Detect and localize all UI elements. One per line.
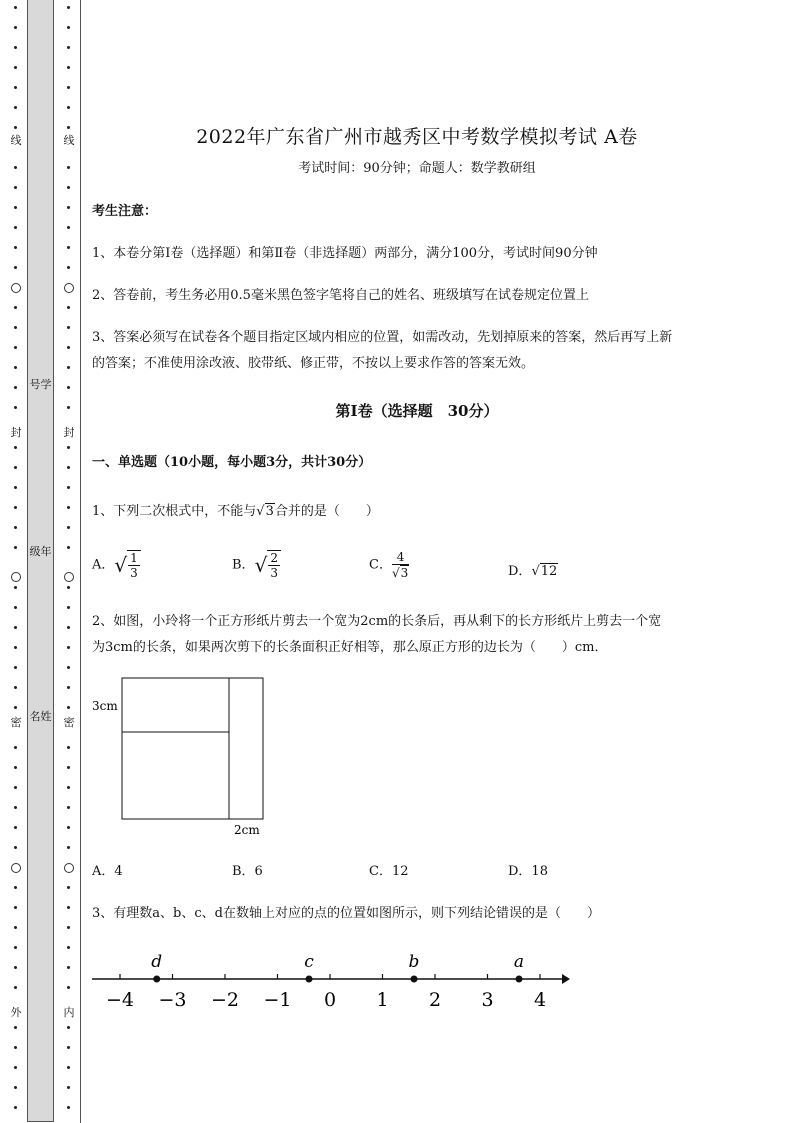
outer-mark-wai: 外	[8, 1006, 24, 1020]
binding-dot	[67, 786, 70, 789]
binding-dot	[14, 166, 17, 169]
number-line-tick-label: −1	[263, 989, 292, 1011]
point-a	[516, 976, 523, 983]
binding-dot	[67, 966, 70, 969]
binding-dot	[67, 6, 70, 9]
q1-a-num: 1	[130, 551, 138, 565]
binding-dot	[67, 1066, 70, 1069]
binding-dot	[14, 826, 17, 829]
binding-dot	[14, 406, 17, 409]
number-line-arrow	[562, 974, 570, 984]
binding-margin	[0, 0, 90, 1123]
exam-subtitle: 考试时间：90分钟；命题人：数学教研组	[298, 161, 536, 176]
q1-option-c	[369, 550, 409, 580]
binding-dot	[67, 1026, 70, 1029]
binding-dot	[14, 386, 17, 389]
q1-option-b	[232, 550, 281, 580]
binding-dot	[67, 1106, 70, 1109]
q1-c-frac	[392, 550, 409, 580]
number-line-tick-label: 3	[481, 989, 494, 1011]
q2-option-d: D．18	[508, 864, 548, 879]
binding-dot	[14, 1066, 17, 1069]
binding-dot	[67, 746, 70, 749]
binding-dot	[14, 806, 17, 809]
number-line-tick-label: 0	[323, 989, 337, 1011]
binding-circle-icon	[64, 863, 74, 873]
point-label-b: b	[408, 952, 420, 972]
binding-dot	[14, 666, 17, 669]
margin-line	[80, 0, 81, 1123]
inner-mark-xian: 线	[61, 134, 77, 148]
outer-mark-mi: 密	[8, 716, 24, 730]
q1-b-label: B．	[232, 557, 255, 573]
binding-dot	[14, 446, 17, 449]
point-b	[411, 976, 418, 983]
binding-dot	[14, 486, 17, 489]
class-label	[27, 545, 54, 559]
binding-dot	[67, 666, 70, 669]
binding-dot	[14, 606, 17, 609]
number-line	[92, 945, 582, 1024]
binding-circle-icon	[11, 863, 21, 873]
q1-b-num: 2	[270, 551, 278, 565]
number-line-tick-label: −4	[105, 989, 135, 1011]
notes-heading: 考生注意：	[92, 204, 158, 219]
note-3-continued: 的答案；不准使用涂改液、胶带纸、修正带，不按以上要求作答的答案无效。	[92, 356, 535, 371]
point-d	[153, 976, 160, 983]
q2-line-1: 2、如图，小玲将一个正方形纸片剪去一个宽为2cm的长条后，再从剩下的长方形纸片上剪去一个宽	[92, 614, 662, 629]
name-label	[27, 710, 54, 724]
q3-stem: 3、有理数a、b、c、d在数轴上对应的点的位置如图所示，则下列结论错误的是（ ）	[92, 906, 600, 921]
binding-dot	[14, 846, 17, 849]
binding-dot	[67, 526, 70, 529]
binding-dot	[14, 1086, 17, 1089]
binding-dot	[14, 306, 17, 309]
binding-dot	[67, 126, 70, 129]
q1-c-den-wrap: √3	[391, 566, 409, 580]
name-text: 名姓	[29, 710, 52, 723]
binding-dot	[67, 246, 70, 249]
binding-dot	[14, 66, 17, 69]
q2-option-c: C．12	[369, 864, 409, 879]
binding-circle-icon	[11, 283, 21, 293]
q1-c-num: 4	[392, 550, 409, 565]
point-c	[306, 976, 313, 983]
binding-dot	[14, 206, 17, 209]
label-2cm: 2cm	[234, 823, 260, 837]
inner-mark-feng: 封	[61, 426, 77, 440]
binding-dot	[14, 646, 17, 649]
binding-dot	[67, 586, 70, 589]
q1-d-label: D．	[508, 564, 532, 579]
q1-d-radicand: 12	[540, 564, 558, 579]
binding-dot	[14, 686, 17, 689]
outer-mark-feng: 封	[8, 426, 24, 440]
binding-dot	[14, 706, 17, 709]
binding-dot	[14, 466, 17, 469]
square-outline	[122, 678, 263, 819]
binding-dot	[14, 946, 17, 949]
binding-dot	[14, 1026, 17, 1029]
binding-dot	[14, 46, 17, 49]
point-label-c: c	[304, 952, 314, 972]
binding-dot	[14, 966, 17, 969]
note-3: 3、答案必须写在试卷各个题目指定区域内相应的位置，如需改动，先划掉原来的答案，然后再写上新	[92, 330, 673, 345]
binding-dot	[67, 986, 70, 989]
binding-dot	[67, 186, 70, 189]
q1-a-label: A．	[92, 557, 115, 573]
binding-dot	[67, 686, 70, 689]
binding-dot	[67, 806, 70, 809]
binding-dot	[67, 646, 70, 649]
number-line-tick-label: 1	[376, 989, 389, 1011]
number-line-tick-label: −3	[158, 989, 187, 1011]
binding-dot	[67, 886, 70, 889]
label-3cm: 3cm	[92, 699, 118, 713]
point-label-a: a	[513, 952, 525, 972]
number-line-tick-label: 4	[533, 989, 547, 1011]
number-line-tick-label: 2	[428, 989, 442, 1011]
binding-dot	[14, 226, 17, 229]
class-text: 级年	[29, 545, 52, 558]
binding-dot	[67, 66, 70, 69]
binding-dot	[67, 846, 70, 849]
number-line-tick-label: −2	[210, 989, 240, 1011]
binding-dot	[14, 906, 17, 909]
binding-dot	[67, 406, 70, 409]
q1-c-label: C．	[369, 557, 392, 573]
outer-mark-xian: 线	[8, 134, 24, 148]
number-line-svg	[92, 945, 582, 1020]
binding-dot	[67, 366, 70, 369]
binding-dot	[67, 306, 70, 309]
binding-dot	[67, 1086, 70, 1089]
binding-dot	[67, 46, 70, 49]
sqrt-symbol: √	[531, 564, 540, 579]
binding-dot	[14, 126, 17, 129]
inner-mark-mi: 密	[61, 716, 77, 730]
q1-option-a	[92, 550, 141, 580]
binding-dot	[67, 166, 70, 169]
binding-dot	[67, 326, 70, 329]
point-label-d: d	[151, 952, 163, 972]
binding-dot	[14, 366, 17, 369]
binding-dot	[14, 346, 17, 349]
binding-dot	[14, 106, 17, 109]
note-1: 1、本卷分第I卷（选择题）和第Ⅱ卷（非选择题）两部分，满分100分，考试时间90分钟	[92, 246, 598, 261]
binding-dot	[14, 986, 17, 989]
q1-b-den: 3	[270, 566, 278, 580]
binding-circle-icon	[64, 572, 74, 582]
q2-option-a: A．4	[92, 864, 123, 879]
binding-dot	[14, 746, 17, 749]
binding-dot	[67, 486, 70, 489]
binding-dot	[67, 226, 70, 229]
binding-dot	[67, 466, 70, 469]
binding-dot	[67, 446, 70, 449]
q1-a-den: 3	[130, 566, 138, 580]
binding-dot	[67, 506, 70, 509]
q1-b-frac	[267, 550, 281, 580]
binding-dot	[67, 906, 70, 909]
binding-dot	[14, 766, 17, 769]
student-number-text: 号学	[29, 378, 52, 391]
binding-dot	[14, 6, 17, 9]
q1-stem-a: 1、下列二次根式中，不能与	[92, 504, 257, 519]
binding-dot	[14, 326, 17, 329]
section-title: 第I卷（选择题 30分）	[335, 402, 499, 420]
outer-dot-column	[8, 6, 24, 1118]
binding-dot	[14, 186, 17, 189]
binding-dot	[67, 626, 70, 629]
sqrt-symbol: √	[114, 553, 128, 577]
q1-stem-b: 合并的是（ ）	[274, 504, 379, 519]
binding-circle-icon	[11, 572, 21, 582]
binding-dot	[14, 926, 17, 929]
inner-dot-column	[61, 6, 77, 1118]
sqrt-symbol: √	[254, 553, 268, 577]
note-2: 2、答卷前，考生务必用0.5毫米黑色签字笔将自己的姓名、班级填写在试卷规定位置上	[92, 288, 589, 303]
binding-dot	[67, 546, 70, 549]
binding-dot	[67, 266, 70, 269]
q2-line-2: 为3cm的长条，如果两次剪下的长条面积正好相等，那么原正方形的边长为（ ）cm．	[92, 640, 608, 655]
binding-dot	[67, 826, 70, 829]
binding-dot	[67, 926, 70, 929]
binding-dot	[67, 86, 70, 89]
sqrt-symbol: √	[256, 504, 265, 519]
binding-dot	[14, 546, 17, 549]
binding-dot	[67, 1046, 70, 1049]
binding-dot	[14, 506, 17, 509]
binding-dot	[67, 766, 70, 769]
q1-stem	[92, 500, 379, 519]
q2-option-b: B．6	[232, 864, 263, 879]
binding-dot	[14, 246, 17, 249]
gray-strip	[27, 0, 54, 1122]
binding-dot	[14, 1046, 17, 1049]
binding-dot	[67, 346, 70, 349]
binding-dot	[67, 606, 70, 609]
binding-dot	[14, 86, 17, 89]
q2-figure	[92, 672, 292, 842]
binding-circle-icon	[64, 283, 74, 293]
student-number-label	[27, 378, 54, 392]
binding-dot	[14, 886, 17, 889]
q1-a-frac	[127, 550, 141, 580]
binding-dot	[14, 786, 17, 789]
binding-dot	[14, 586, 17, 589]
inner-mark-nei: 内	[61, 1006, 77, 1020]
q1-stem-radicand: 3	[265, 504, 274, 519]
binding-dot	[14, 626, 17, 629]
square-diagram	[92, 672, 292, 842]
binding-dot	[67, 946, 70, 949]
exam-title: 2022年广东省广州市越秀区中考数学模拟考试 A卷	[196, 126, 638, 148]
binding-dot	[67, 706, 70, 709]
binding-dot	[67, 106, 70, 109]
part-heading: 一、单选题（10小题，每小题3分，共计30分）	[92, 455, 372, 470]
binding-dot	[14, 526, 17, 529]
binding-dot	[14, 26, 17, 29]
binding-dot	[14, 266, 17, 269]
binding-dot	[67, 26, 70, 29]
q1-c-den: 3	[400, 566, 409, 580]
q1-option-d	[508, 560, 558, 579]
binding-dot	[14, 1106, 17, 1109]
binding-dot	[67, 206, 70, 209]
binding-dot	[67, 386, 70, 389]
